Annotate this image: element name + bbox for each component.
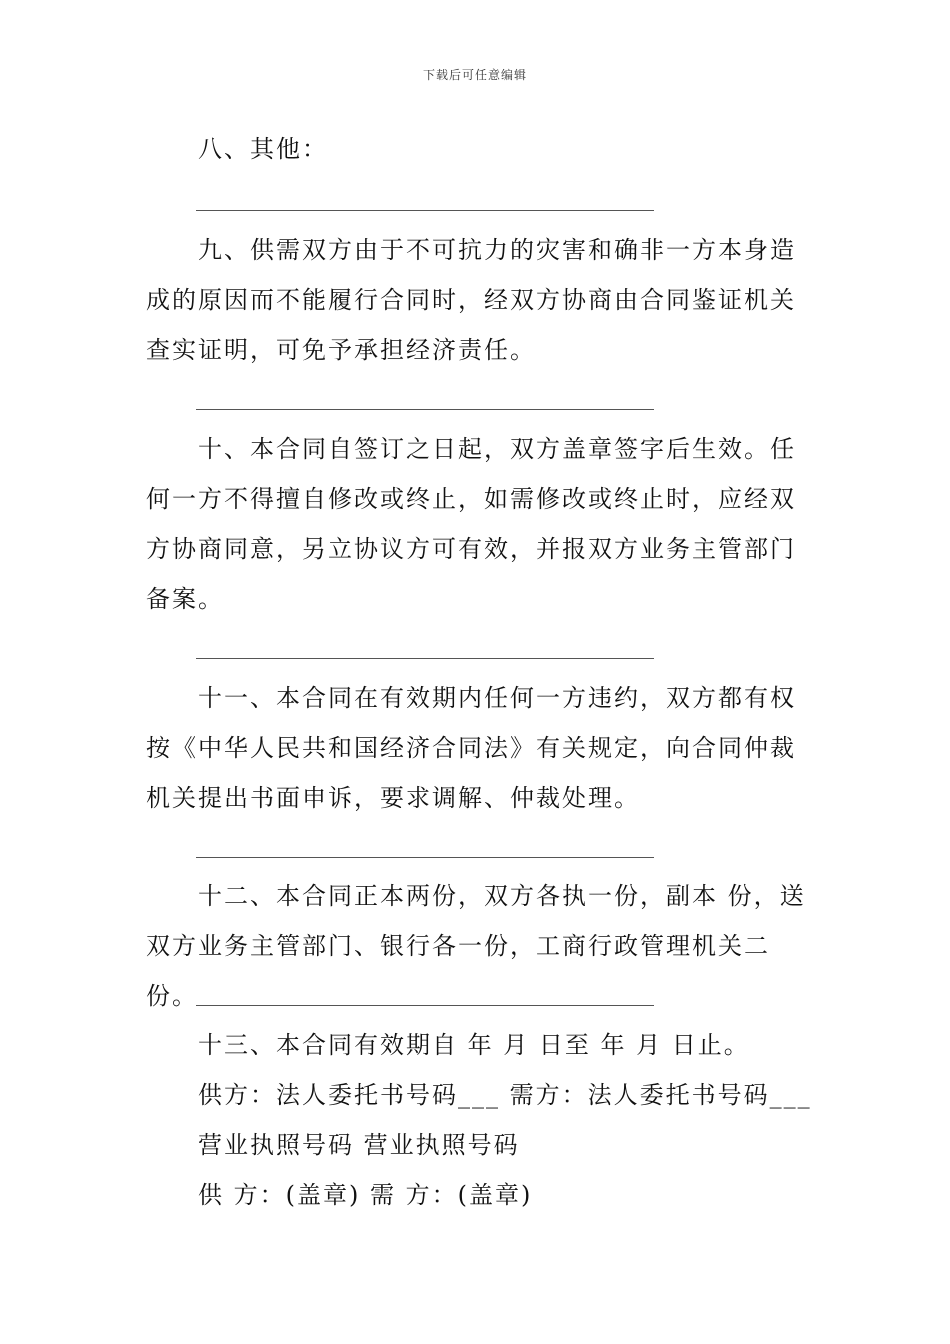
- clause-9: 九、供需双方由于不可抗力的灾害和确非一方本身造成的原因而不能履行合同时，经双方协商由合同鉴证机关查实证明，可免予承担经济责任。: [146, 236, 796, 364]
- signature-seal: 供 方：(盖章) 需 方：(盖章): [198, 1181, 533, 1209]
- blank-line-11: [196, 857, 654, 858]
- signature-license-numbers: 供方：法人委托书号码___ 需方：法人委托书号码___: [198, 1081, 812, 1109]
- blank-line-10: [196, 658, 654, 659]
- clause-12: 十二、本合同正本两份，双方各执一份，副本 份，送双方业务主管部门、银行各一份，工商行政管理机关二份。: [146, 882, 806, 1010]
- blank-line-8: [196, 210, 654, 211]
- clause-10: 十、本合同自签订之日起，双方盖章签字后生效。任何一方不得擅自修改或终止，如需修改或终止时，应经双方协商同意，另立协议方可有效，并报双方业务主管部门备案。: [146, 435, 796, 613]
- blank-line-9: [196, 409, 654, 410]
- page-header-note: 下载后可任意编辑: [422, 68, 527, 82]
- signature-business-license: 营业执照号码 营业执照号码: [198, 1131, 520, 1159]
- clause-8: 八、其他：: [198, 135, 328, 163]
- clause-13: 十三、本合同有效期自 年 月 日至 年 月 日止。: [198, 1031, 750, 1059]
- blank-line-12: [196, 1005, 654, 1006]
- clause-11: 十一、本合同在有效期内任何一方违约，双方都有权按《中华人民共和国经济合同法》有关规定，向合同仲裁机关提出书面申诉，要求调解、仲裁处理。: [146, 684, 796, 812]
